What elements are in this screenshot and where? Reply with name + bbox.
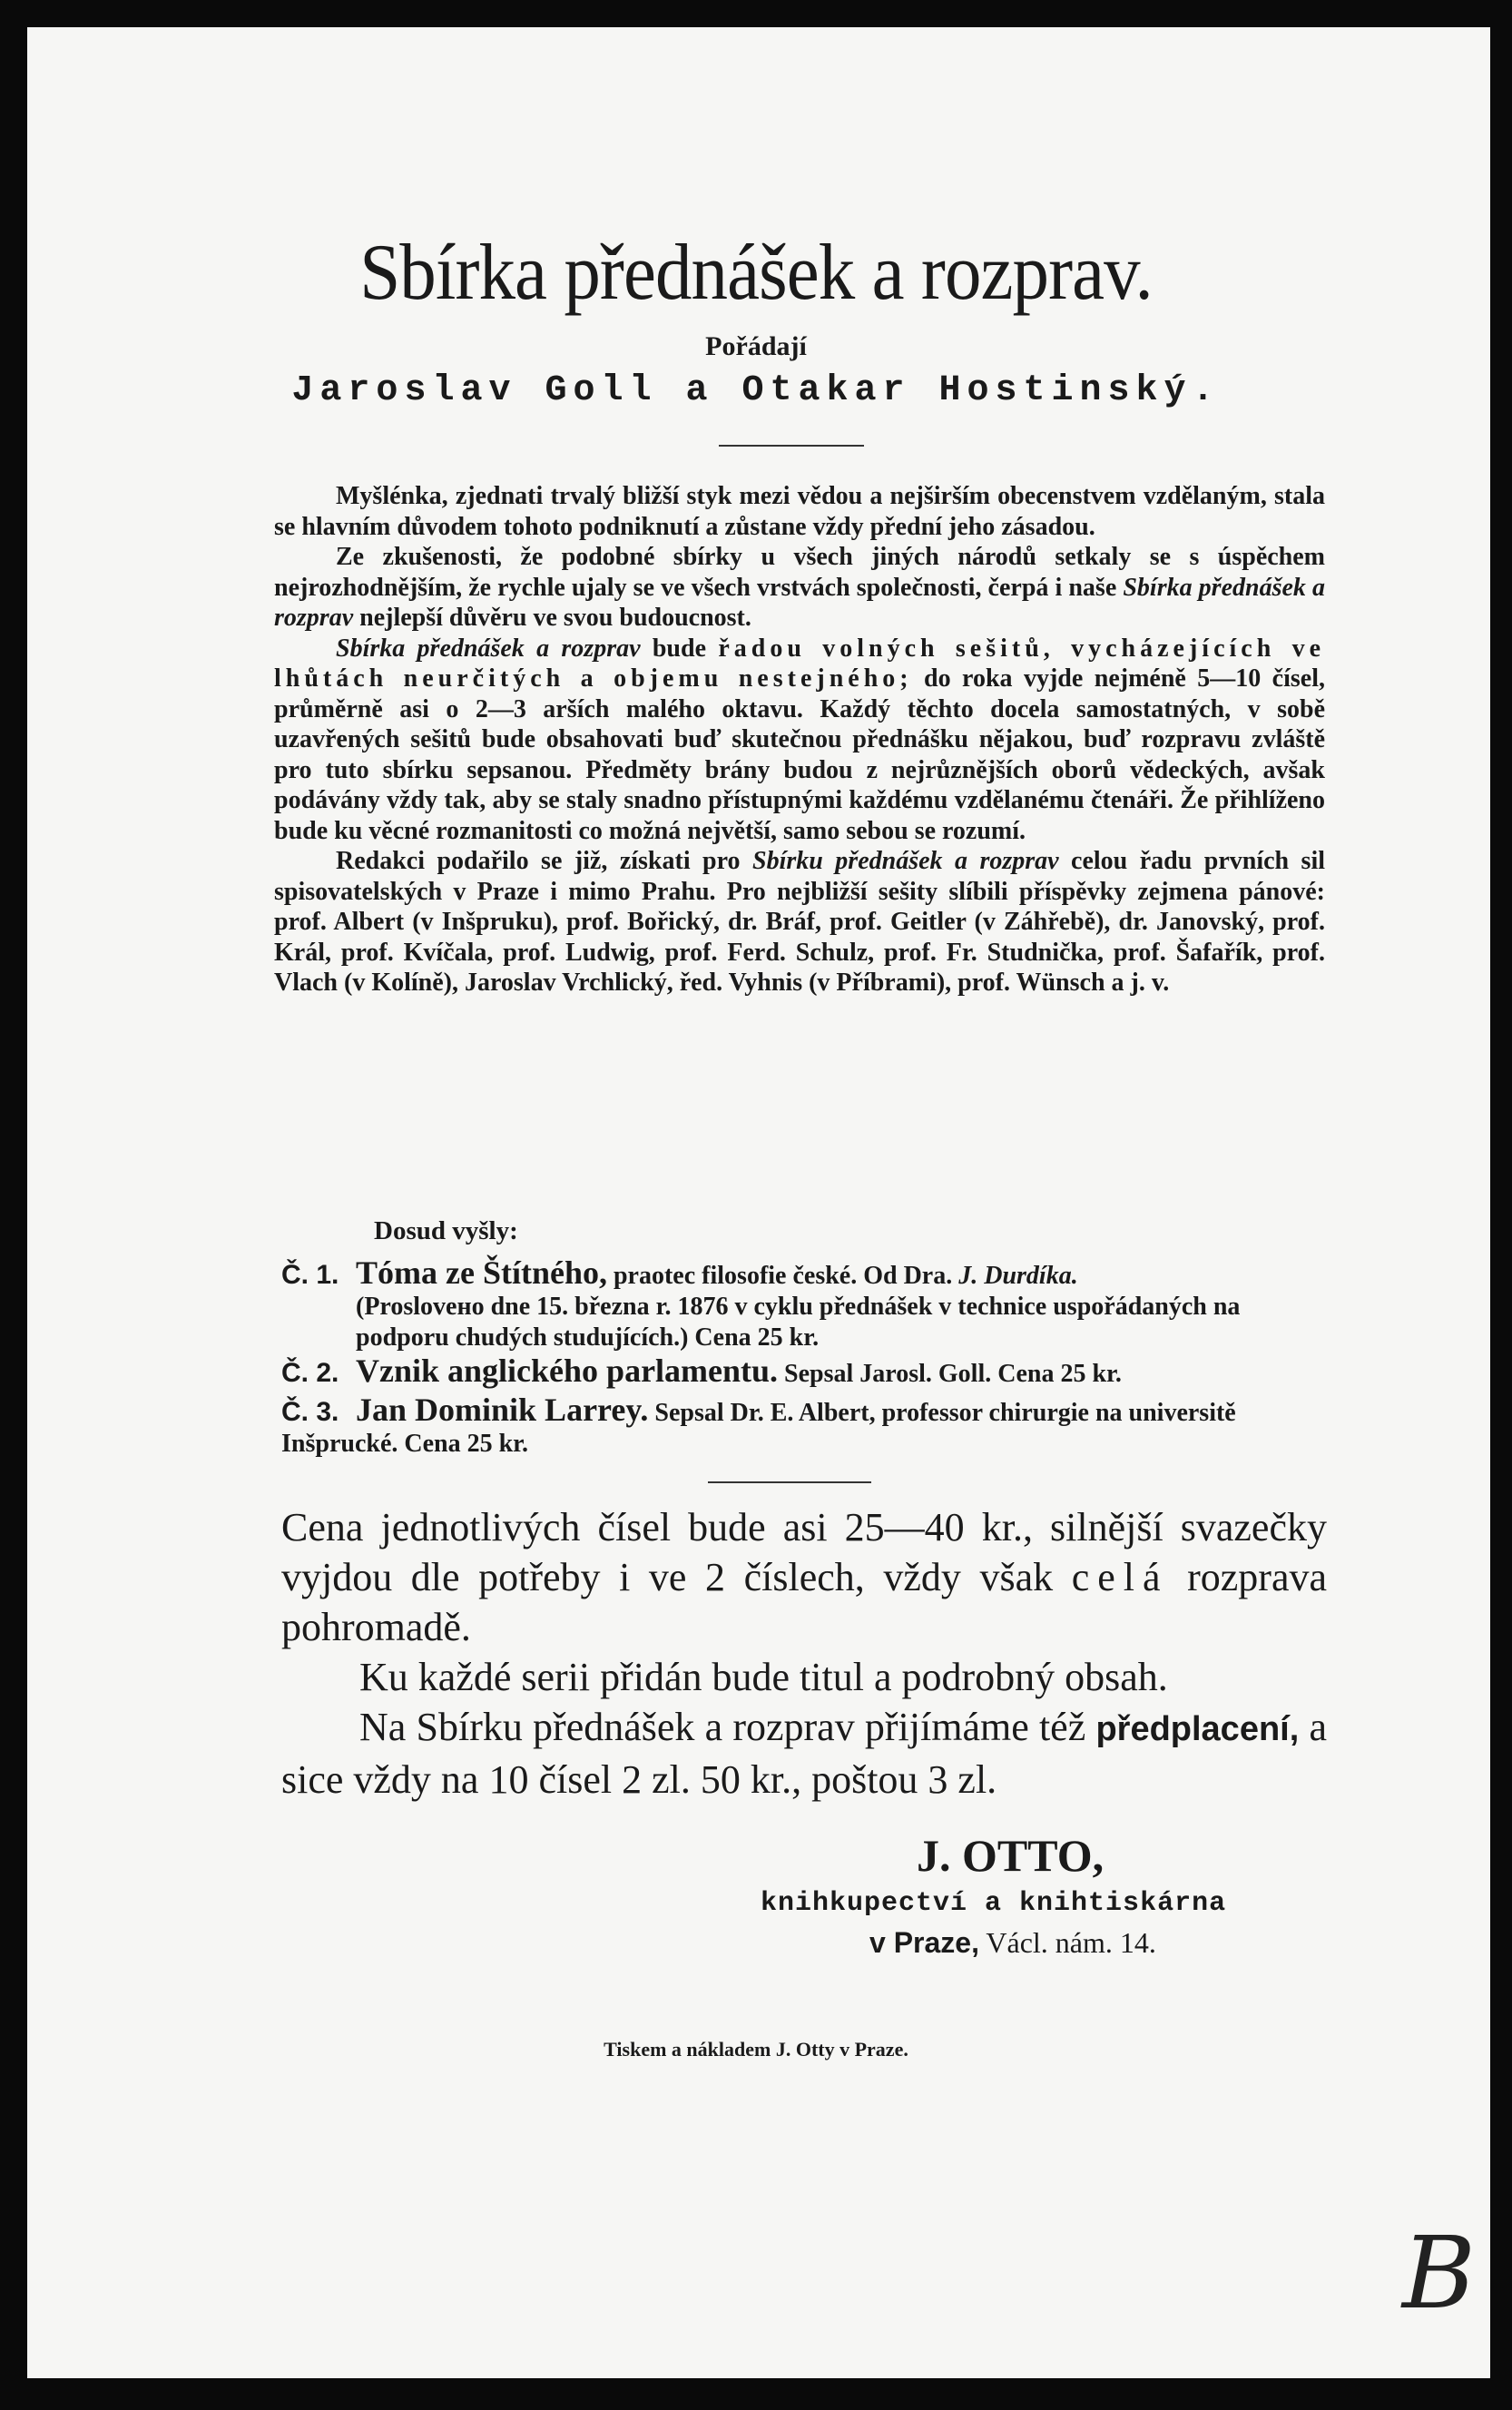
list-item: Č. 2. Vznik anglického parlamentu. Sepsal Jarosl. Goll. Cena 25 kr. — [281, 1353, 1122, 1389]
publisher-name: J. OTTO, — [917, 1830, 1105, 1881]
price-info — [281, 1502, 1327, 1805]
price-paragraph: Cena jednotlivých čísel bude asi 25—40 kr., silnější svazečky vyjdou dle potřeby i ve 2 číslech, vždy však celá rozprava pohromadě. — [281, 1505, 1328, 1649]
paragraph-1: Myšlénka, zjednati trvalý bližší styk mezi vědou a nejširším obecenstvem vzdělaným, stala se hlavním důvodem tohoto podniknutí a zůstane vždy přední jeho zásadou. — [274, 482, 1325, 541]
divider-top — [719, 445, 864, 447]
subscription-paragraph: Na Sbírku přednášek a rozprav přijímáme též předplacení, a sice vždy na 10 čísel 2 zl. 50 kr., poštou 3 zl. — [281, 1705, 1328, 1802]
organized-by-label: Pořádají — [705, 331, 807, 361]
publisher-description: knihkupectví a knihtiskárna — [761, 1888, 1227, 1919]
series-note: Ku každé serii přidán bude titul a podrobný obsah. — [359, 1655, 1168, 1699]
paragraph-3: Sbírka přednášek a rozprav bude řadou volných sešitů, vycházejících ve lhůtách neurčitých a objemu nestejného; do roka vyjde nejméně 5—10 čísel, průměrně asi o 2—3 arších malého oktavu. Každý těchto docela samostatných, v sobě uzavřených sešitů bude obsahovati buď skutečnou přednášku nějakou, buď rozpravu zvláště pro tuto sbírku sepsanou. Předměty brány budou z nejrůznějších oborů vědeckých, avšak podávány vždy tak, aby se staly snadno přístupnými každému vzdělanému čtenáři. Že přihlíženo bude ku věcné rozmanitosti co možná největší, samo sebou se rozumí. — [274, 634, 1326, 845]
divider-middle — [708, 1481, 871, 1483]
handwritten-mark: B — [1402, 2215, 1476, 2331]
paragraph-2: Ze zkušenosti, že podobné sbírky u všech jiných národů setkaly se s úspěchem nejrozhodnějším, že rychle ujaly se ve všech vrstvách společnosti, čerpá i naše Sbírka přednášek a rozprav nejlepší důvěru ve svou budoucnost. — [274, 543, 1325, 632]
page-title: Sbírka přednášek a rozprav. — [359, 229, 1153, 317]
publisher-address: v Praze, Václ. nám. 14. — [869, 1926, 1156, 1959]
organizers: Jaroslav Goll a Otakar Hostinský. — [291, 370, 1221, 411]
intro-text — [274, 481, 1325, 998]
list-item: Č. 3. Jan Dominik Larrey. Sepsal Dr. E. Albert, professor chirurgie na universitě Inšprucké. Cena 25 kr. — [281, 1392, 1236, 1458]
printer-line: Tiskem a nákladem J. Otty v Praze. — [604, 2038, 908, 2061]
published-heading: Dosud vyšly: — [374, 1216, 518, 1245]
list-item: Č. 1. Tóma ze Štítného, praotec filosofie české. Od Dra. J. Durdíka. (Proslovено dne 15. března r. 1876 v cyklu přednášek v technice uspořádaných na podporu chudých studujících.) Cena 25 kr. — [281, 1254, 1241, 1352]
paragraph-4: Redakci podařilo se již, získati pro Sbírku přednášek a rozprav celou řadu prvních sil spisovatelských v Praze i mimo Prahu. Pro nejbližší sešity slíbili příspěvky zejmena pánové: prof. Albert (v Inšpruku), prof. Bořický, dr. Bráf, prof. Geitler (v Záhřebě), dr. Janovský, prof. Král, prof. Kvíčala, prof. Ludwig, prof. Ferd. Schulz, prof. Fr. Studnička, prof. Šafařík, prof. Vlach (v Kolíně), Jaroslav Vrchlický, řed. Vyhnis (v Příbrami), prof. Wünsch a j. v. — [274, 847, 1326, 997]
